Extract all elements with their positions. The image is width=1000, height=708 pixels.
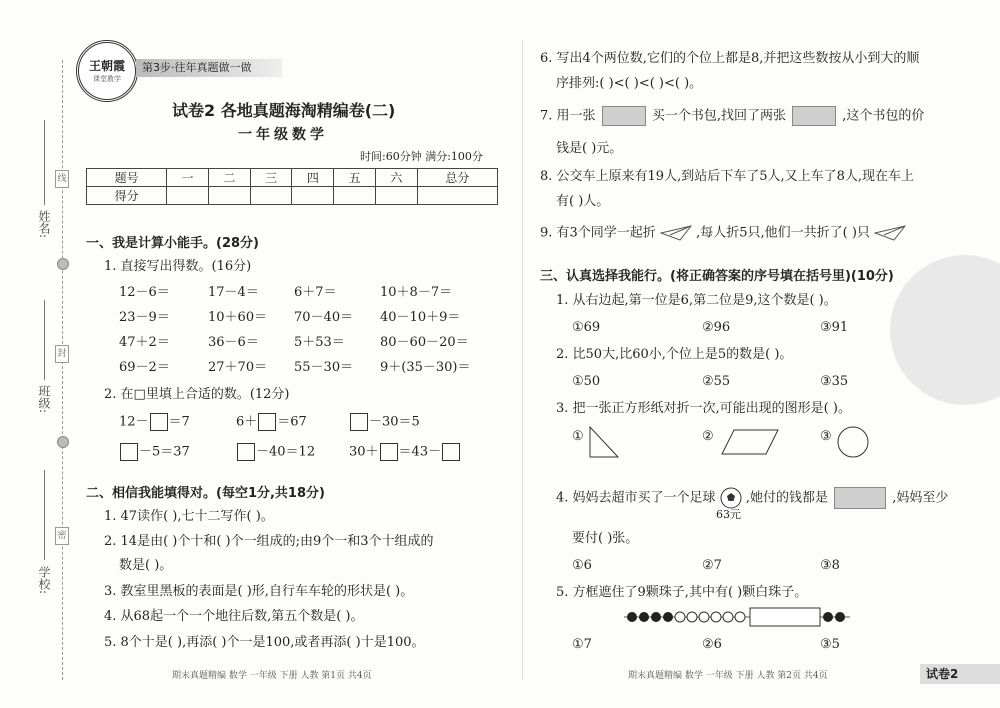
fill-text: －40＝12 [256, 444, 316, 460]
binding-line [62, 60, 63, 680]
class-label: 班级: [37, 385, 51, 414]
choice-question-3: 3. 把一张正方形纸对折一次,可能出现的图形是( )。 [556, 401, 851, 416]
choice-question-5: 5. 方框遮住了9颗珠子,其中有( )颗白珠子。 [556, 585, 808, 600]
answer-box[interactable] [350, 413, 368, 431]
calc-item: 27＋70＝ [208, 360, 268, 375]
question-2-8-cont: 有( )人。 [556, 194, 610, 209]
fill-text: －30＝5 [369, 414, 420, 430]
option: ③8 [820, 558, 840, 573]
fill-text: ＝67 [277, 414, 307, 430]
answer-box[interactable] [442, 443, 460, 461]
score-blank[interactable] [208, 187, 250, 205]
choice-question-4 [556, 487, 948, 509]
score-table-score-row [87, 187, 498, 205]
q-text: ,妈妈至少 [892, 490, 949, 506]
calc-item: 55－30＝ [294, 360, 354, 375]
footer-right: 期末真题精编 数学 一年级 下册 人教 第2页 共4页 [628, 671, 828, 681]
score-blank[interactable] [375, 187, 417, 205]
fill-item [236, 413, 307, 432]
fill-text: ＝7 [168, 414, 190, 430]
fill-text: 6＋ [236, 414, 258, 430]
page-tag: 试卷2 [920, 664, 1000, 684]
option: ③5 [820, 637, 840, 652]
q-text: ,她付的钱都是 [745, 490, 828, 506]
calc-item: 10＋8－7＝ [380, 285, 453, 300]
score-table-header-row [87, 169, 498, 187]
calc-item: 10＋60＝ [208, 310, 268, 325]
banknote-icon [792, 106, 836, 126]
q-text: 4. 妈妈去超市买了一个足球 [556, 490, 716, 506]
option: ②6 [702, 637, 722, 652]
page-title: 试卷2 各地真题海淘精编卷(二) [172, 101, 396, 120]
answer-box[interactable] [380, 443, 398, 461]
table-cell: 总分 [417, 169, 497, 187]
question-1-2: 2. 在□里填上合适的数。(12分) [104, 387, 290, 402]
calc-item: 17－4＝ [208, 285, 259, 300]
choice-question-1: 1. 从右边起,第一位是6,第二位是9,这个数是( )。 [556, 293, 837, 308]
calc-item: 47＋2＝ [119, 335, 170, 350]
parallelogram-shape [720, 428, 780, 456]
option: ③35 [820, 374, 849, 389]
fill-text: ＝43－ [398, 444, 442, 460]
option: ①69 [572, 320, 601, 335]
option: ①6 [572, 558, 592, 573]
fill-text: 12－ [119, 414, 149, 430]
option: ②96 [702, 320, 731, 335]
option: ①50 [572, 374, 601, 389]
score-blank[interactable] [250, 187, 292, 205]
binding-hole [57, 436, 69, 448]
table-cell: 五 [334, 169, 376, 187]
option: ②55 [702, 374, 731, 389]
question-2-6: 6. 写出4个两位数,它们的个位上都是8,并把这些数按从小到大的顺 [540, 51, 920, 66]
question-2-1: 1. 47读作( ),七十二写作( )。 [104, 509, 274, 524]
circle-shape [836, 425, 870, 459]
triangle-shape [588, 425, 620, 459]
name-label: 姓名: [37, 210, 51, 239]
table-cell: 六 [375, 169, 417, 187]
page-divider [522, 40, 523, 680]
table-cell: 一 [167, 169, 209, 187]
logo [76, 40, 138, 102]
choice-question-4-cont [572, 530, 638, 548]
question-2-8: 8. 公交车上原来有19人,到站后下车了5人,又上车了8人,现在车上 [540, 169, 915, 184]
score-table [86, 168, 498, 205]
calc-item: 69－2＝ [119, 360, 170, 375]
calc-item: 12－6＝ [119, 285, 170, 300]
table-cell: 题号 [87, 169, 167, 187]
section-3-title: 三、认真选择我能行。(将正确答案的序号填在括号里)(10分) [540, 269, 894, 284]
binding-hole [57, 258, 69, 270]
table-cell: 三 [250, 169, 292, 187]
table-cell: 二 [208, 169, 250, 187]
question-2-2-cont: 数是( )。 [119, 558, 173, 573]
q-text: 买一个书包,找回了两张 [651, 108, 786, 124]
fill-item [349, 413, 420, 432]
fill-text: －5＝37 [139, 444, 190, 460]
score-blank[interactable] [417, 187, 497, 205]
score-blank[interactable] [334, 187, 376, 205]
q-text: 要付( )张。 [572, 531, 639, 546]
question-2-7 [540, 106, 924, 126]
school-label: 学校: [37, 566, 51, 595]
bead-string-illustration [622, 606, 852, 628]
question-2-9 [540, 224, 906, 243]
option: ①7 [572, 637, 592, 652]
seal-char-1: 线 [55, 170, 69, 188]
class-blank [44, 300, 45, 380]
calc-item: 23－9＝ [119, 310, 170, 325]
paper-plane-icon [874, 224, 906, 242]
banknote-icon [834, 487, 886, 509]
table-cell: 四 [292, 169, 334, 187]
question-1-1: 1. 直接写出得数。(16分) [104, 259, 252, 274]
answer-box[interactable] [150, 413, 168, 431]
table-cell: 得分 [87, 187, 167, 205]
option: ① [572, 429, 584, 444]
seal-char-3: 密 [55, 527, 69, 545]
paper-plane-icon [660, 224, 692, 242]
fill-item [119, 413, 190, 432]
score-blank[interactable] [167, 187, 209, 205]
logo-subtext: 课堂教学 [93, 75, 121, 83]
fill-text: 30＋ [349, 444, 379, 460]
option: ③ [820, 429, 832, 444]
option: ③91 [820, 320, 849, 335]
banknote-icon [602, 106, 646, 126]
calc-item: 40－10＋9＝ [380, 310, 461, 325]
section-1-title: 一、我是计算小能手。(28分) [86, 236, 259, 251]
footer-left: 期末真题精编 数学 一年级 下册 人教 第1页 共4页 [172, 671, 372, 681]
calc-item: 36－6＝ [208, 335, 259, 350]
section-2-title: 二、相信我能填得对。(每空1分,共18分) [86, 486, 325, 501]
name-blank [44, 120, 45, 205]
price-label: 63元 [716, 508, 741, 521]
answer-box[interactable] [120, 443, 138, 461]
question-2-7-cont: 钱是( )元。 [556, 141, 623, 156]
logo-text: 王朝霞 [88, 59, 125, 73]
page-subtitle: 一年级数学 [238, 127, 328, 143]
question-2-2: 2. 14是由( )个十和( )个一组成的;由9个一和3个十组成的 [104, 534, 434, 549]
calc-item: 80－60－20＝ [380, 335, 469, 350]
school-blank [44, 470, 45, 560]
option: ②7 [702, 558, 722, 573]
calc-item: 6＋7＝ [294, 285, 337, 300]
q-text: ,这个书包的价 [842, 108, 925, 124]
choice-question-2: 2. 比50大,比60小,个位上是5的数是( )。 [556, 347, 793, 362]
fill-item [349, 443, 461, 462]
calc-item: 9＋(35－30)＝ [380, 360, 471, 375]
calc-item: 5＋53＝ [294, 335, 345, 350]
option: ② [702, 429, 714, 444]
question-2-3: 3. 教室里黑板的表面是( )形,自行车车轮的形状是( )。 [104, 584, 414, 599]
q-text: ,每人折5只,他们一共折了( )只 [696, 225, 870, 241]
score-blank[interactable] [292, 187, 334, 205]
calc-item: 70－40＝ [294, 310, 354, 325]
time-info: 时间:60分钟 满分:100分 [360, 150, 483, 163]
fill-item [119, 443, 190, 462]
seal-char-2: 封 [55, 345, 69, 363]
watermark-seal [890, 255, 1000, 405]
question-2-5: 5. 8个十是( ),再添( )个一是100,或者再添( )十是100。 [104, 635, 425, 650]
step-banner: 第3步·往年真题做一做 [136, 59, 282, 77]
question-2-6-cont: 序排列:( )<( )<( )<( )。 [556, 76, 703, 91]
question-2-4: 4. 从68起一个一个地往后数,第五个数是( )。 [104, 609, 364, 624]
answer-box[interactable] [258, 413, 276, 431]
q-text: 7. 用一张 [540, 108, 596, 124]
fill-item [236, 443, 315, 462]
answer-box[interactable] [237, 443, 255, 461]
q-text: 9. 有3个同学一起折 [540, 225, 656, 241]
